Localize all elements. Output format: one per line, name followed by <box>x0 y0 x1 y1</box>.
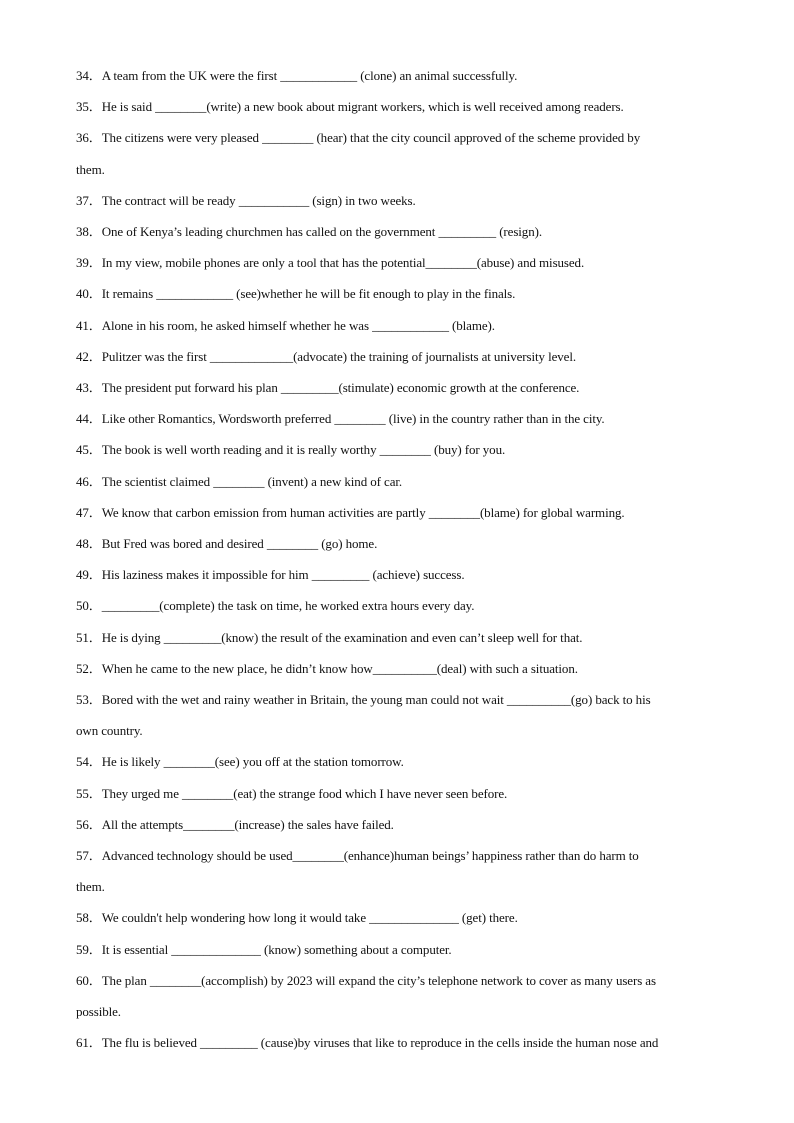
question-text: The contract will be ready ___________ (sign) in two weeks. <box>101 192 416 208</box>
question-number: 36． <box>76 130 102 146</box>
question-text: In my view, mobile phones are only a tool that has the potential________(abuse) and misused. <box>101 255 585 271</box>
question-continuation: possible. <box>76 1004 121 1019</box>
question-text: All the attempts________(increase) the sales have failed. <box>101 816 394 832</box>
question-continuation: them. <box>76 879 105 895</box>
question-number: 34． <box>76 68 102 83</box>
question-number: 43． <box>76 380 102 395</box>
question-text: The book is well worth reading and it is really worthy ________ (buy) for you. <box>101 442 506 458</box>
question-number: 57． <box>76 848 102 863</box>
question-text: It remains ____________ (see)whether he will be fit enough to play in the finals. <box>101 286 516 302</box>
question-text: The president put forward his plan _________(stimulate) economic growth at the conference. <box>101 380 580 395</box>
question-number: 49． <box>76 567 102 583</box>
question-number: 56． <box>76 816 102 832</box>
question-number: 54． <box>76 754 102 770</box>
question-number: 44． <box>76 411 102 427</box>
question-line <box>76 224 724 240</box>
question-line <box>76 411 724 427</box>
question-number: 50． <box>76 598 102 614</box>
question-line <box>76 193 724 209</box>
question-text: Advanced technology should be used________(enhance)human beings’ happiness rather than do harm to <box>101 848 639 863</box>
question-line <box>76 380 724 396</box>
question-number: 46． <box>76 473 102 489</box>
question-text: Bored with the wet and rainy weather in Britain, the young man could not wait __________(go) back to his <box>101 692 651 707</box>
question-line <box>76 630 724 646</box>
question-line <box>76 942 724 958</box>
question-line <box>76 692 724 708</box>
question-text: Alone in his room, he asked himself whether he was ____________ (blame). <box>101 317 495 333</box>
question-text: We know that carbon emission from human activities are partly ________(blame) for global warming. <box>101 504 625 520</box>
question-line <box>76 598 724 614</box>
question-number: 60． <box>76 972 102 988</box>
question-text: It is essential ______________ (know) something about a computer. <box>101 941 452 957</box>
question-line <box>76 1035 724 1051</box>
question-text: He is likely ________(see) you off at the station tomorrow. <box>101 754 404 770</box>
question-number: 38． <box>76 224 102 239</box>
question-text: One of Kenya’s leading churchmen has called on the government _________ (resign). <box>101 224 542 239</box>
question-number: 39． <box>76 255 102 271</box>
question-line <box>76 474 724 490</box>
question-text: We couldn't help wondering how long it would take ______________ (get) there. <box>101 910 518 926</box>
question-text: His laziness makes it impossible for him _________ (achieve) success. <box>101 567 465 583</box>
question-line <box>76 349 724 365</box>
question-line <box>76 99 724 115</box>
question-line <box>76 973 724 989</box>
question-number: 51． <box>76 629 102 645</box>
question-number: 47． <box>76 504 102 520</box>
question-text: The flu is believed _________ (cause)by viruses that like to reproduce in the cells inside the human nose and <box>101 1035 659 1051</box>
question-text: The citizens were very pleased ________ (hear) that the city council approved of the scheme provided by <box>101 130 641 146</box>
question-number: 42． <box>76 348 102 364</box>
question-text: The plan ________(accomplish) by 2023 will expand the city’s telephone network to cover as many users as <box>101 972 656 988</box>
question-line <box>76 255 724 271</box>
question-line <box>76 817 724 833</box>
question-number: 52． <box>76 660 102 676</box>
question-number: 55． <box>76 785 102 801</box>
question-text: The scientist claimed ________ (invent) a new kind of car. <box>101 473 403 489</box>
question-line <box>76 848 724 864</box>
question-text: He is dying _________(know) the result of the examination and even can’t sleep well for that. <box>101 629 583 645</box>
question-number: 35． <box>76 99 102 115</box>
question-line <box>76 442 724 458</box>
question-number: 53． <box>76 692 102 707</box>
question-number: 40． <box>76 286 102 302</box>
question-number: 41． <box>76 317 102 333</box>
question-number: 48． <box>76 536 102 551</box>
question-text: _________(complete) the task on time, he worked extra hours every day. <box>101 598 475 614</box>
question-number: 37． <box>76 192 102 208</box>
question-text: Pulitzer was the first _____________(advocate) the training of journalists at university level. <box>101 348 576 364</box>
question-line <box>76 505 724 521</box>
question-number: 45． <box>76 442 102 458</box>
question-line <box>76 130 724 146</box>
question-line <box>76 786 724 802</box>
question-continuation: own country. <box>76 723 143 739</box>
question-number: 59． <box>76 941 102 957</box>
question-line <box>76 661 724 677</box>
question-text: When he came to the new place, he didn’t know how__________(deal) with such a situation. <box>101 660 578 676</box>
question-text: Like other Romantics, Wordsworth preferred ________ (live) in the country rather than in the city. <box>101 411 605 427</box>
question-number: 58． <box>76 910 102 926</box>
question-text: A team from the UK were the first ____________ (clone) an animal successfully. <box>101 68 518 83</box>
question-line <box>76 754 724 770</box>
question-text: They urged me ________(eat) the strange food which I have never seen before. <box>101 785 508 801</box>
question-text: He is said ________(write) a new book about migrant workers, which is well received among readers. <box>101 99 624 115</box>
question-line <box>76 286 724 302</box>
question-number: 61． <box>76 1035 102 1051</box>
question-line <box>76 536 724 552</box>
question-line <box>76 68 724 84</box>
question-continuation: them. <box>76 161 105 177</box>
question-line <box>76 318 724 334</box>
question-line <box>76 567 724 583</box>
question-text: But Fred was bored and desired ________ (go) home. <box>101 536 378 551</box>
question-line <box>76 910 724 926</box>
